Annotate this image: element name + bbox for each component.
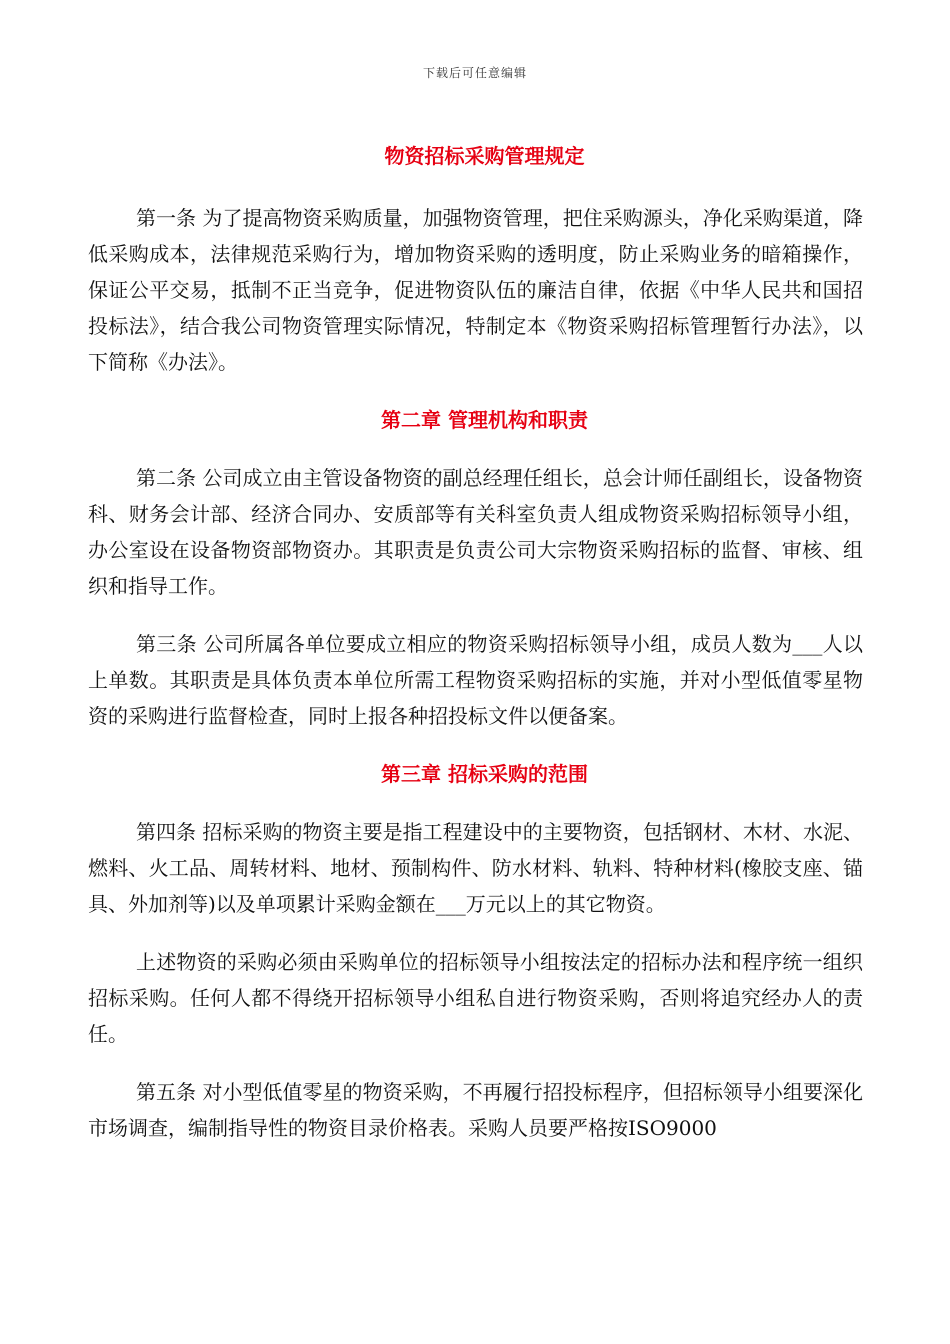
chapter-3-heading: 第三章 招标采购的范围 xyxy=(381,762,588,786)
article-5: 第五条 对小型低值零星的物资采购，不再履行招投标程序，但招标领导小组要深化市场调查，编制指导性的物资目录价格表。采购人员要严格按ISO9000 xyxy=(88,1080,863,1140)
header-note: 下载后可任意编辑 xyxy=(422,66,527,80)
document-title: 物资招标采购管理规定 xyxy=(384,144,585,168)
article-1: 第一条 为了提高物资采购质量，加强物资管理，把住采购源头，净化采购渠道，降低采购成本，法律规范采购行为，增加物资采购的透明度，防止采购业务的暗箱操作，保证公平交易，抵制不正当竞争，促进物资队伍的廉洁自律，依据《中华人民共和国招投标法》，结合我公司物资管理实际情况，特制定本《物资采购招标管理暂行办法》，以下简称《办法》。 xyxy=(88,206,863,374)
chapter-2-heading: 第二章 管理机构和职责 xyxy=(381,408,588,432)
article-4-supplement: 上述物资的采购必须由采购单位的招标领导小组按法定的招标办法和程序统一组织招标采购。任何人都不得绕开招标领导小组私自进行物资采购，否则将追究经办人的责任。 xyxy=(88,950,863,1046)
article-3: 第三条 公司所属各单位要成立相应的物资采购招标领导小组，成员人数为___人以上单数。其职责是具体负责本单位所需工程物资采购招标的实施，并对小型低值零星物资的采购进行监督检查，同时上报各种招投标文件以便备案。 xyxy=(88,632,863,728)
article-2: 第二条 公司成立由主管设备物资的副总经理任组长，总会计师任副组长，设备物资科、财务会计部、经济合同办、安质部等有关科室负责人组成物资采购招标领导小组，办公室设在设备物资部物资办。其职责是负责公司大宗物资采购招标的监督、审核、组织和指导工作。 xyxy=(88,466,863,598)
document-body xyxy=(88,138,863,1168)
article-4: 第四条 招标采购的物资主要是指工程建设中的主要物资，包括钢材、木材、水泥、燃料、火工品、周转材料、地材、预制构件、防水材料、轨料、特种材料(橡胶支座、锚具、外加剂等)以及单项累计采购金额在___万元以上的其它物资。 xyxy=(88,820,863,916)
